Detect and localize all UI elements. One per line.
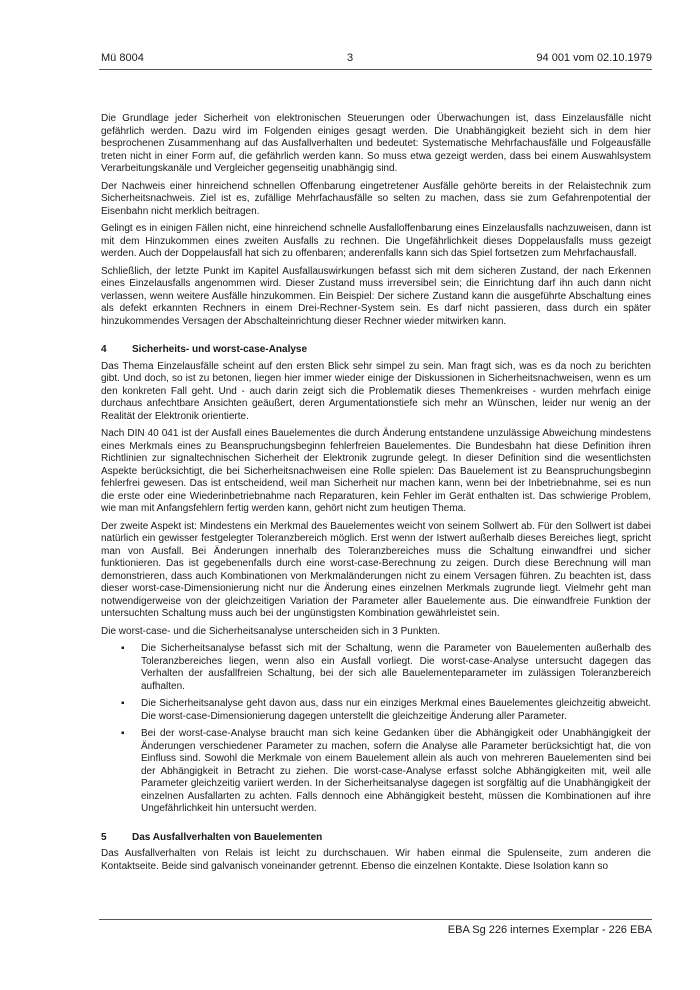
list-item-text: Die Sicherheitsanalyse geht davon aus, dass nur ein einziges Merkmal eines Bauelementes gleichzeitig abweicht. Die worst-case-Dimensionierung dagegen unterstellt die gleichzeitige Änderung aller Parameter. (141, 698, 651, 722)
list-item (101, 698, 651, 723)
body-paragraph: Schließlich, der letzte Punkt im Kapitel Ausfallauswirkungen befasst sich mit dem sicheren Zustand, der nach Erkennen eines Einzelausfalls angenommen wird. Dieser Zustand muss irreversibel sein; die Einrichtung darf ihn auch dann nicht verlassen, wenn weitere Ausfälle hinzukommen. Ein Beispiel: Der sichere Zustand kann die ausgeführte Abschaltung eines als defekt erkannten Rechners in einem Drei-Rechner-System sein. Es darf nicht passieren, dass durch ein später hinzukommendes Versagen der Abschalteinrichtung dieser Rechner wieder mitwirken kann. (101, 265, 651, 327)
section-title: Sicherheits- und worst-case-Analyse (132, 344, 308, 355)
header-reference-date: 94 001 vom 02.10.1979 (536, 52, 652, 64)
bullet-icon: ▪ (121, 698, 125, 709)
body-paragraph: Die worst-case- und die Sicherheitsanalyse unterscheiden sich in 3 Punkten. (101, 625, 441, 637)
footer-divider (99, 919, 652, 920)
list-item (101, 643, 651, 693)
bullet-icon: ▪ (121, 728, 125, 739)
header-document-id: Mü 8004 (101, 52, 144, 64)
bullet-list (101, 643, 651, 816)
body-paragraph: Der Nachweis einer hinreichend schnellen Offenbarung eingetretener Ausfälle gehörte bereits in der Relaistechnik zum Sicherheitsnachweis. Ziel ist es, zufällige Mehrfachausfälle so selten zu machen, dass sie zum Gefahrenpotential der Eisenbahn nicht merklich beitragen. (101, 180, 651, 217)
list-item-text: Bei der worst-case-Analyse braucht man sich keine Gedanken über die Abhängigkeit oder Unabhängigkeit der Änderungen verschiedener Parameter zu machen, sofern die Analyse alle Parameter berücksichtigt hat, die von Einfluss sind. Sowohl die Merkmale von einem Bauelement allein als auch von mehreren Bauelementen sind bei der Abhängigkeit in Betracht zu ziehen. Die worst-case-Analyse erfasst solche Abhängigkeiten mit, weil alle Parameter gleichzeitig variiert werden. In der Sicherheitsanalyse dagegen ist sorgfältig auf die Unabhängigkeit der einzelnen Ausfallarten zu achten. Falls dennoch eine Abhängigkeit besteht, müssen die Kombinationen auf ihre Ungefährlichkeit hin untersucht werden. (141, 728, 651, 814)
body-paragraph: Der zweite Aspekt ist: Mindestens ein Merkmal des Bauelementes weicht von seinem Sollwert ab. Für den Sollwert ist dabei natürlich ein gewisser festgelegter Toleranzbereich möglich. Erst wenn der Istwert außerhalb dieses Bereiches liegt, spricht man von Ausfall. Bei Änderungen innerhalb des Toleranzbereiches muss die Schaltung einwandfrei und sicher funktionieren. Das ist gegebenenfalls durch eine worst-case-Berechnung zu zeigen. Durch diese Berechnung will man demonstrieren, dass auch Kombinationen von Merkmaländerungen nicht zu einem Versagen führen. Zu beachten ist, dass dieser worst-case-Dimensionierung nicht nur die Änderung eines einzelnen Merkmals zugrunde liegt. Vielmehr geht man notwendigerweise von der gleichzeitigen Variation der Parameter aller Bauelemente aus. Die einwandfreie Funktion der untersuchten Schaltung muss auch bei der ungünstigsten Kombination gewährleistet sein. (101, 520, 651, 619)
list-item-text: Die Sicherheitsanalyse befasst sich mit der Schaltung, wenn die Parameter von Bauelementen außerhalb des Toleranzbereiches liegen, wenn also ein Ausfall vorliegt. Die worst-case-Analyse untersucht dagegen das Verhalten der ausfallfreien Schaltung, bei der sich alle Bauelementeparameter im zulässigen Toleranzbereich aufhalten. (141, 643, 651, 692)
body-paragraph: Das Thema Einzelausfälle scheint auf den ersten Blick sehr simpel zu sein. Man fragt sich, was es da noch zu berichten gibt. Und doch, so ist zu betonen, liegen hier immer wieder einige der Diskussionen in Sicherheitsnachweisen, wenn es um den konkreten Fall geht. Und - auch darin zeigt sich die Problematik dieses Themenkreises - wurden mehrfach einige durchaus anfechtbare Ansichten geäußert, deren Argumentationstiefe sich mehr an Wünschen, leider nur wenig an der Realität der Elektronik orientierte. (101, 360, 651, 422)
body-paragraph: Gelingt es in einigen Fällen nicht, eine hinreichend schnelle Ausfalloffenbarung eines Einzelausfalls nachzuweisen, dann ist mit dem Hinzukommen eines zweiten Ausfalls zu rechnen. Die Ungefährlichkeit dieses Doppelausfalls muss gezeigt werden. Auch der Doppelausfall hat sich zu offenbaren; anderenfalls kann sich das Spiel fortsetzen zum Mehrfachausfall. (101, 223, 651, 259)
section-heading-5 (101, 832, 651, 845)
list-item (101, 728, 651, 816)
header-divider (99, 69, 652, 70)
body-paragraph: Nach DIN 40 041 ist der Ausfall eines Bauelementes die durch Änderung entstandene unzulässige Abweichung mindestens eines Merkmals eines zu Beanspruchungsbeginn fehlerfreien Bauelementes. Die Bundesbahn hat diese Definition ihren Richtlinien zur signaltechnischen Sicherheit der Elektronik zugrunde gelegt. In dieser Definition sind die wesentlichsten Aspekte berücksichtigt, die bei Sicherheitsnachweisen eine Rolle spielen: Das Bauelement ist zu Beanspruchungsbeginn fehlerfrei gewesen. Das ist entscheidend, weil man Sicherheit nur machen kann, wenn bei der Inbetriebnahme, sei es nun die erste oder eine Wiederinbetriebnahme nach Reparaturen, kein Fehler im Gerät enthalten ist. Das schwierige Problem, wie man mit Anfangsfehlern fertig werden kann, gehört nicht zum heutigen Thema. (101, 428, 651, 514)
section-title: Das Ausfallverhalten von Bauelementen (132, 831, 323, 843)
document-body (101, 113, 651, 878)
body-paragraph: Die Grundlage jeder Sicherheit von elektronischen Steuerungen oder Überwachungen ist, dass Einzelausfälle nicht gefährlich werden. Dazu wird im Folgenden einiges gesagt werden. Die Unabhängigkeit bezieht sich in dem hier besprochenen Zusammenhang auf das Ausfallverhalten und bedeutet: Systematische Mehrfachausfälle und Folgeausfälle treten nicht in einer Form auf, die gefährlich werden kann. So muss etwa gezeigt werden, dass bei einem Auswahlsystem Verarbeitungskanäle und Vergleicher gegenseitig unabhängig sind. (101, 113, 651, 174)
page-number: 3 (346, 52, 354, 64)
section-number: 4 (101, 344, 107, 355)
section-number: 5 (101, 831, 107, 843)
footer-text: EBA Sg 226 internes Exemplar - 226 EBA (447, 924, 652, 936)
section-heading-4 (101, 344, 651, 357)
bullet-icon: ▪ (121, 643, 125, 654)
body-paragraph: Das Ausfallverhalten von Relais ist leicht zu durchschauen. Wir haben einmal die Spulenseite, zum anderen die Kontaktseite. Beide sind galvanisch voneinander getrennt. Ebenso die einzelnen Kontakte. Diese Isolation kann so (101, 848, 651, 872)
